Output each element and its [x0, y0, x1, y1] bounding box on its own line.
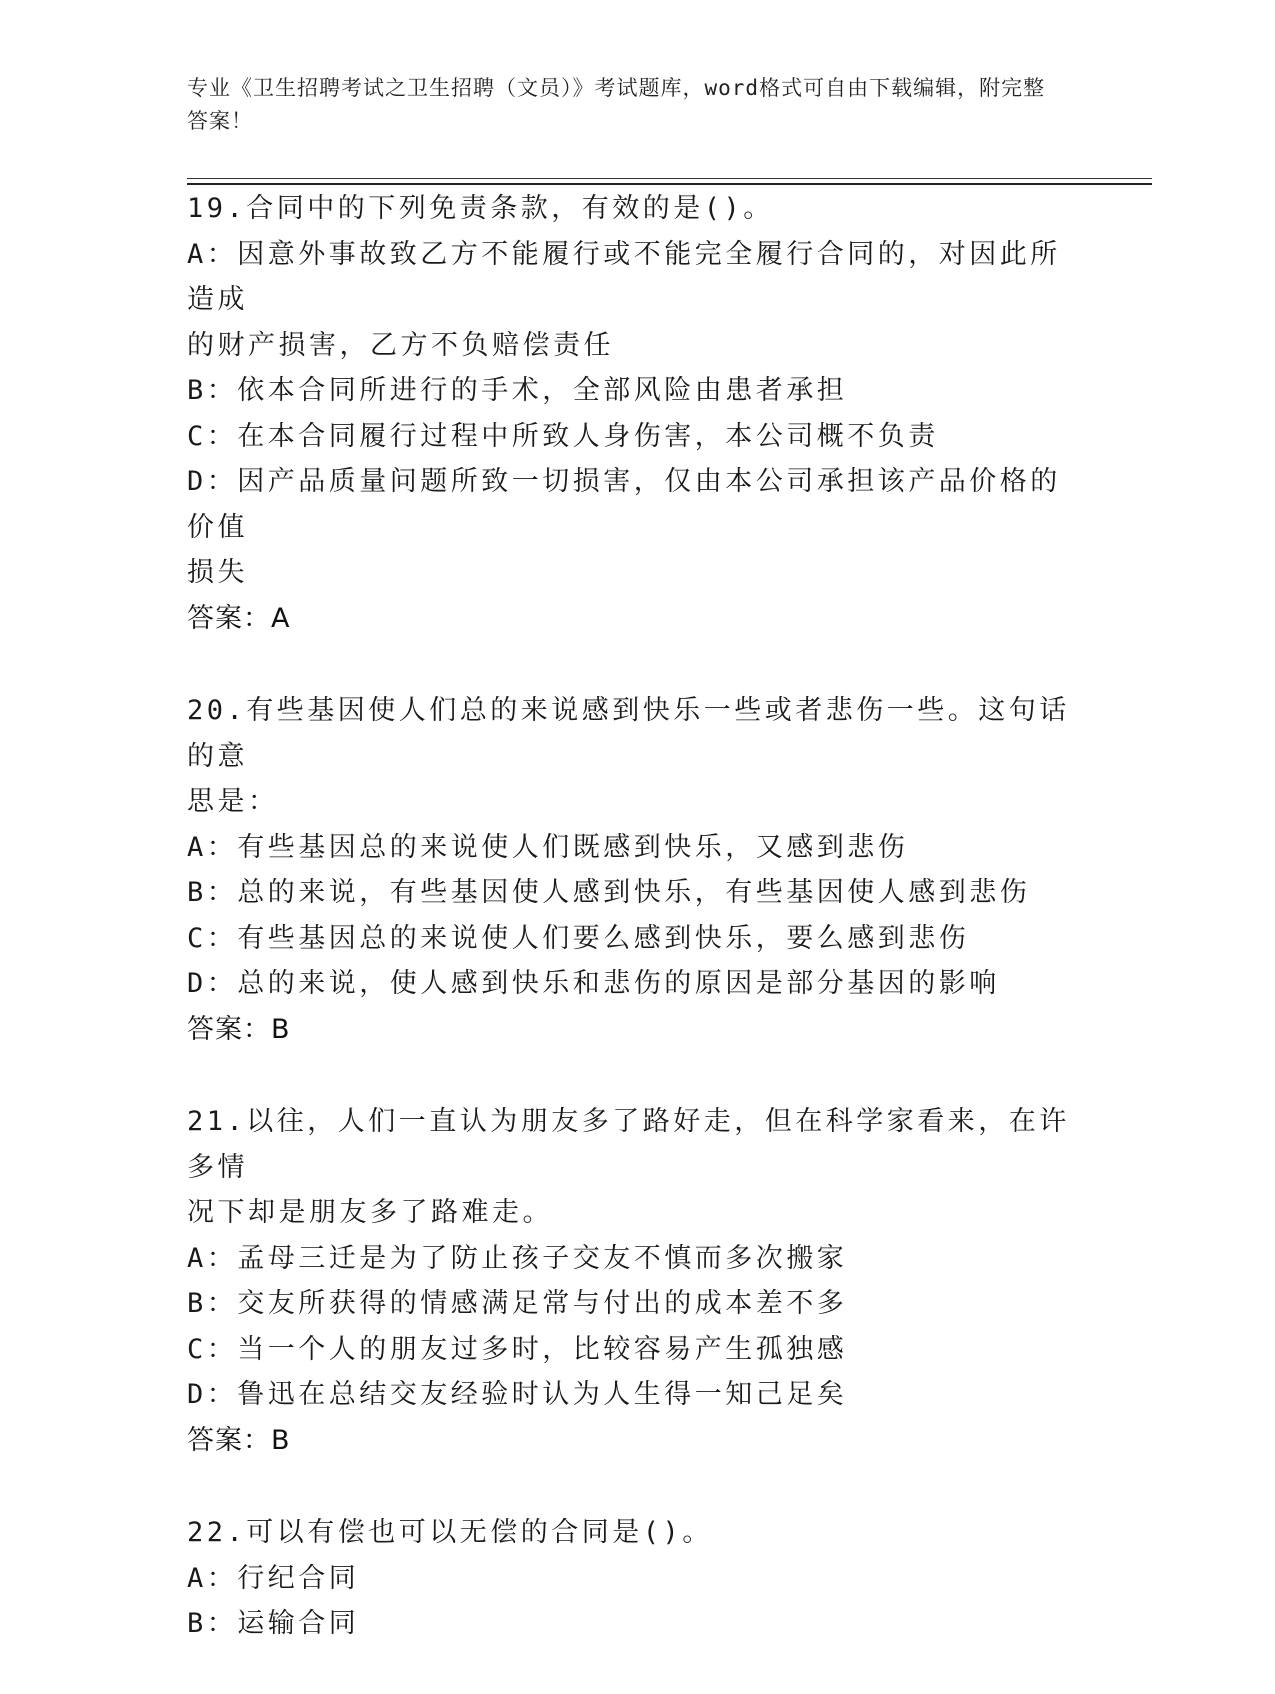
question-19	[187, 186, 1087, 641]
option-b: B：运输合同	[187, 1608, 360, 1639]
question-stem: 22.可以有偿也可以无偿的合同是()。	[187, 1517, 713, 1548]
option-d: D：因产品质量问题所致一切损害，仅由本公司承担该产品价格的价值	[187, 466, 1061, 543]
option-c: C：当一个人的朋友过多时，比较容易产生孤独感	[187, 1333, 848, 1365]
option-b: B：总的来说，有些基因使人感到快乐，有些基因使人感到悲伤	[187, 877, 1031, 908]
option-a: A：有些基因总的来说使人们既感到快乐，又感到悲伤	[187, 831, 909, 863]
option-a: A：行纪合同	[187, 1562, 360, 1594]
question-22	[187, 1510, 1087, 1647]
question-stem-continued: 思是：	[187, 786, 279, 817]
option-b: B：交友所获得的情感满足常与付出的成本差不多	[187, 1288, 848, 1319]
option-d-continued: 损失	[187, 557, 248, 588]
option-a: A：因意外事故致乙方不能履行或不能完全履行合同的，对因此所造成	[187, 238, 1061, 315]
question-20	[187, 688, 1087, 1052]
question-list	[187, 186, 1087, 1694]
option-d: D：总的来说，使人感到快乐和悲伤的原因是部分基因的影响	[187, 968, 1000, 999]
option-c: C：在本合同履行过程中所致人身伤害，本公司概不负责	[187, 420, 939, 452]
option-c: C：有些基因总的来说使人们要么感到快乐，要么感到悲伤	[187, 922, 970, 954]
question-21	[187, 1099, 1087, 1463]
question-stem-continued: 况下却是朋友多了路难走。	[187, 1197, 553, 1228]
header-divider-thin	[187, 178, 1152, 179]
answer-line: 答案：B	[187, 1013, 291, 1045]
answer-line: 答案：B	[187, 1424, 291, 1456]
option-a-continued: 的财产损害，乙方不负赔偿责任	[187, 329, 614, 361]
question-stem: 21.以往，人们一直认为朋友多了路好走，但在科学家看来，在许多情	[187, 1106, 1070, 1183]
question-stem: 19.合同中的下列免责条款，有效的是()。	[187, 193, 774, 224]
answer-line: 答案：A	[187, 602, 291, 634]
header-divider-thick	[187, 183, 1152, 185]
page-header: 专业《卫生招聘考试之卫生招聘（文员）》考试题库，word格式可自由下载编辑，附完整答案！	[187, 76, 1046, 133]
option-d: D：鲁迅在总结交友经验时认为人生得一知己足矣	[187, 1379, 848, 1410]
question-stem: 20.有些基因使人们总的来说感到快乐一些或者悲伤一些。这句话的意	[187, 695, 1070, 772]
option-a: A：孟母三迁是为了防止孩子交友不慎而多次搬家	[187, 1242, 848, 1274]
option-b: B：依本合同所进行的手术，全部风险由患者承担	[187, 375, 848, 406]
